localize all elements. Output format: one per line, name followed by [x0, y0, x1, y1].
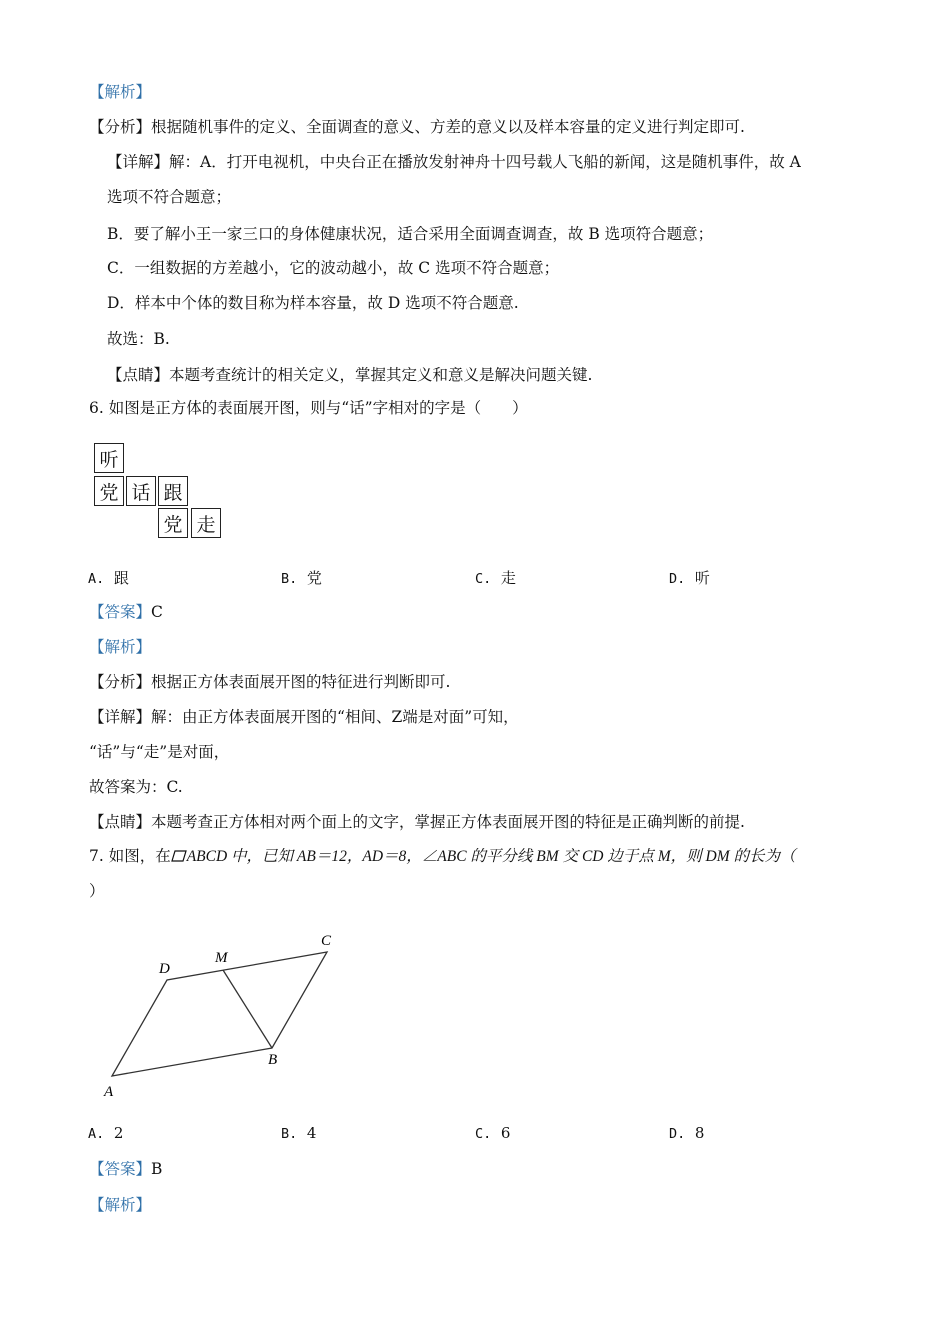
- q5-fenxi-text: 根据随机事件的定义、全面调查的意义、方差的意义以及样本容量的定义进行判定即可.: [151, 118, 745, 136]
- q5-xiangjie-label: 【详解】: [107, 153, 170, 171]
- q7-option-d[interactable]: [669, 1124, 704, 1142]
- q5-choose: 故选：B.: [107, 330, 170, 348]
- q7-option-b-text: 4: [306, 1124, 317, 1142]
- q7-option-c-key: C.: [475, 1126, 492, 1142]
- q5-line-b: B．要了解小王一家三口的身体健康状况，适合采用全面调查调查，故 B 选项符合题意；: [107, 225, 714, 243]
- q5-dianjing-label: 【点睛】: [107, 366, 170, 384]
- q6-option-d-key: D.: [669, 571, 686, 587]
- q6-option-b-key: B.: [281, 571, 298, 587]
- q5-xiangjie: [107, 152, 801, 172]
- q6-option-c[interactable]: [475, 567, 516, 588]
- net-cell-ting: 听: [94, 443, 124, 473]
- q5-dianjing: [107, 365, 592, 385]
- q6-xiangjie-label: 【详解】: [89, 708, 152, 726]
- q5-fenxi-label: 【分析】: [89, 118, 152, 136]
- q6-stem: 6. 如图是正方体的表面展开图，则与“话”字相对的字是（ ）: [89, 399, 528, 417]
- q6-option-b[interactable]: [281, 567, 322, 588]
- q6-answer-label: 【答案】: [89, 603, 152, 621]
- q7-parallelogram-figure: [95, 925, 355, 1105]
- q6-answer: [89, 602, 163, 622]
- net-cell-gen: 跟: [158, 476, 188, 506]
- q7-answer-value: B: [151, 1160, 163, 1178]
- q5-line-d: D．样本中个体的数目称为样本容量，故 D 选项不符合题意.: [107, 294, 519, 312]
- net-cell-zou: 走: [191, 508, 221, 538]
- net-cell-hua: 话: [126, 476, 156, 506]
- q5-jiexi-label: 【解析】: [89, 83, 152, 101]
- q7-option-b[interactable]: [281, 1124, 316, 1142]
- q6-fenxi-text: 根据正方体表面展开图的特征进行判断即可.: [151, 673, 451, 691]
- q6-option-c-text: 走: [500, 569, 516, 587]
- q6-answer-value: C: [151, 603, 163, 621]
- q6-option-a-text: 跟: [113, 569, 129, 587]
- q6-dianjing: [89, 812, 745, 832]
- q6-line2: “话”与“走”是对面，: [89, 743, 230, 761]
- q7-stem-num: 7. 如图，在: [89, 847, 171, 865]
- net-cell-dang-1: 党: [94, 476, 124, 506]
- q7-answer-label: 【答案】: [89, 1160, 152, 1178]
- q6-jiexi-label: 【解析】: [89, 638, 152, 656]
- label-b: B: [268, 1052, 278, 1068]
- q7-option-c-text: 6: [500, 1124, 511, 1142]
- q5-xiangjie-line2: 选项不符合题意；: [107, 188, 232, 206]
- q6-option-d[interactable]: [669, 567, 710, 588]
- q7-option-d-text: 8: [694, 1124, 705, 1142]
- q6-xiangjie: [89, 707, 519, 727]
- q6-option-d-text: 听: [694, 569, 710, 587]
- q7-option-d-key: D.: [669, 1126, 686, 1142]
- segment-bm: [223, 970, 272, 1048]
- label-a: A: [104, 1084, 114, 1100]
- q7-stem-line2: ）: [89, 882, 105, 900]
- q6-dianjing-text: 本题考查正方体相对两个面上的文字，掌握正方体表面展开图的特征是正确判断的前提.: [151, 813, 745, 831]
- q6-fenxi: [89, 672, 450, 692]
- q5-fenxi: [89, 117, 745, 137]
- parallelogram-abcd: [112, 952, 327, 1076]
- q5-dianjing-text: 本题考查统计的相关定义，掌握其定义和意义是解决问题关键.: [169, 366, 593, 384]
- q7-option-a-text: 2: [113, 1124, 124, 1142]
- q7-option-b-key: B.: [281, 1126, 298, 1142]
- q6-line3: 故答案为：C.: [89, 778, 183, 796]
- q7-option-c[interactable]: [475, 1124, 510, 1142]
- q5-xiangjie-line1: 解：A．打开电视机，中央台正在播放发射神舟十四号载人飞船的新闻，这是随机事件，故 A: [169, 153, 801, 171]
- q6-option-a-key: A.: [88, 571, 105, 587]
- q7-jiexi-label: 【解析】: [89, 1196, 152, 1214]
- parallelogram-symbol-icon: [171, 850, 187, 862]
- q7-option-a[interactable]: [88, 1124, 123, 1142]
- q6-xiangjie-text: 解：由正方体表面展开图的“相间、Z端是对面”可知，: [151, 708, 519, 726]
- q6-option-b-text: 党: [306, 569, 322, 587]
- q7-stem-rest: ABCD 中，已知 AB＝12，AD＝8，∠ABC 的平分线 BM 交 CD 边于点 M，则 DM 的长为（: [186, 848, 796, 865]
- q7-stem: [89, 846, 796, 867]
- label-d: D: [159, 961, 170, 977]
- q6-option-c-key: C.: [475, 571, 492, 587]
- label-c: C: [321, 933, 332, 949]
- q6-fenxi-label: 【分析】: [89, 673, 152, 691]
- q6-option-a[interactable]: [88, 567, 129, 588]
- q6-dianjing-label: 【点睛】: [89, 813, 152, 831]
- q5-line-c: C．一组数据的方差越小，它的波动越小，故 C 选项不符合题意；: [107, 259, 560, 277]
- q7-answer: [89, 1159, 162, 1179]
- label-m: M: [215, 950, 228, 966]
- q7-option-a-key: A.: [88, 1126, 105, 1142]
- net-cell-dang-2: 党: [158, 508, 188, 538]
